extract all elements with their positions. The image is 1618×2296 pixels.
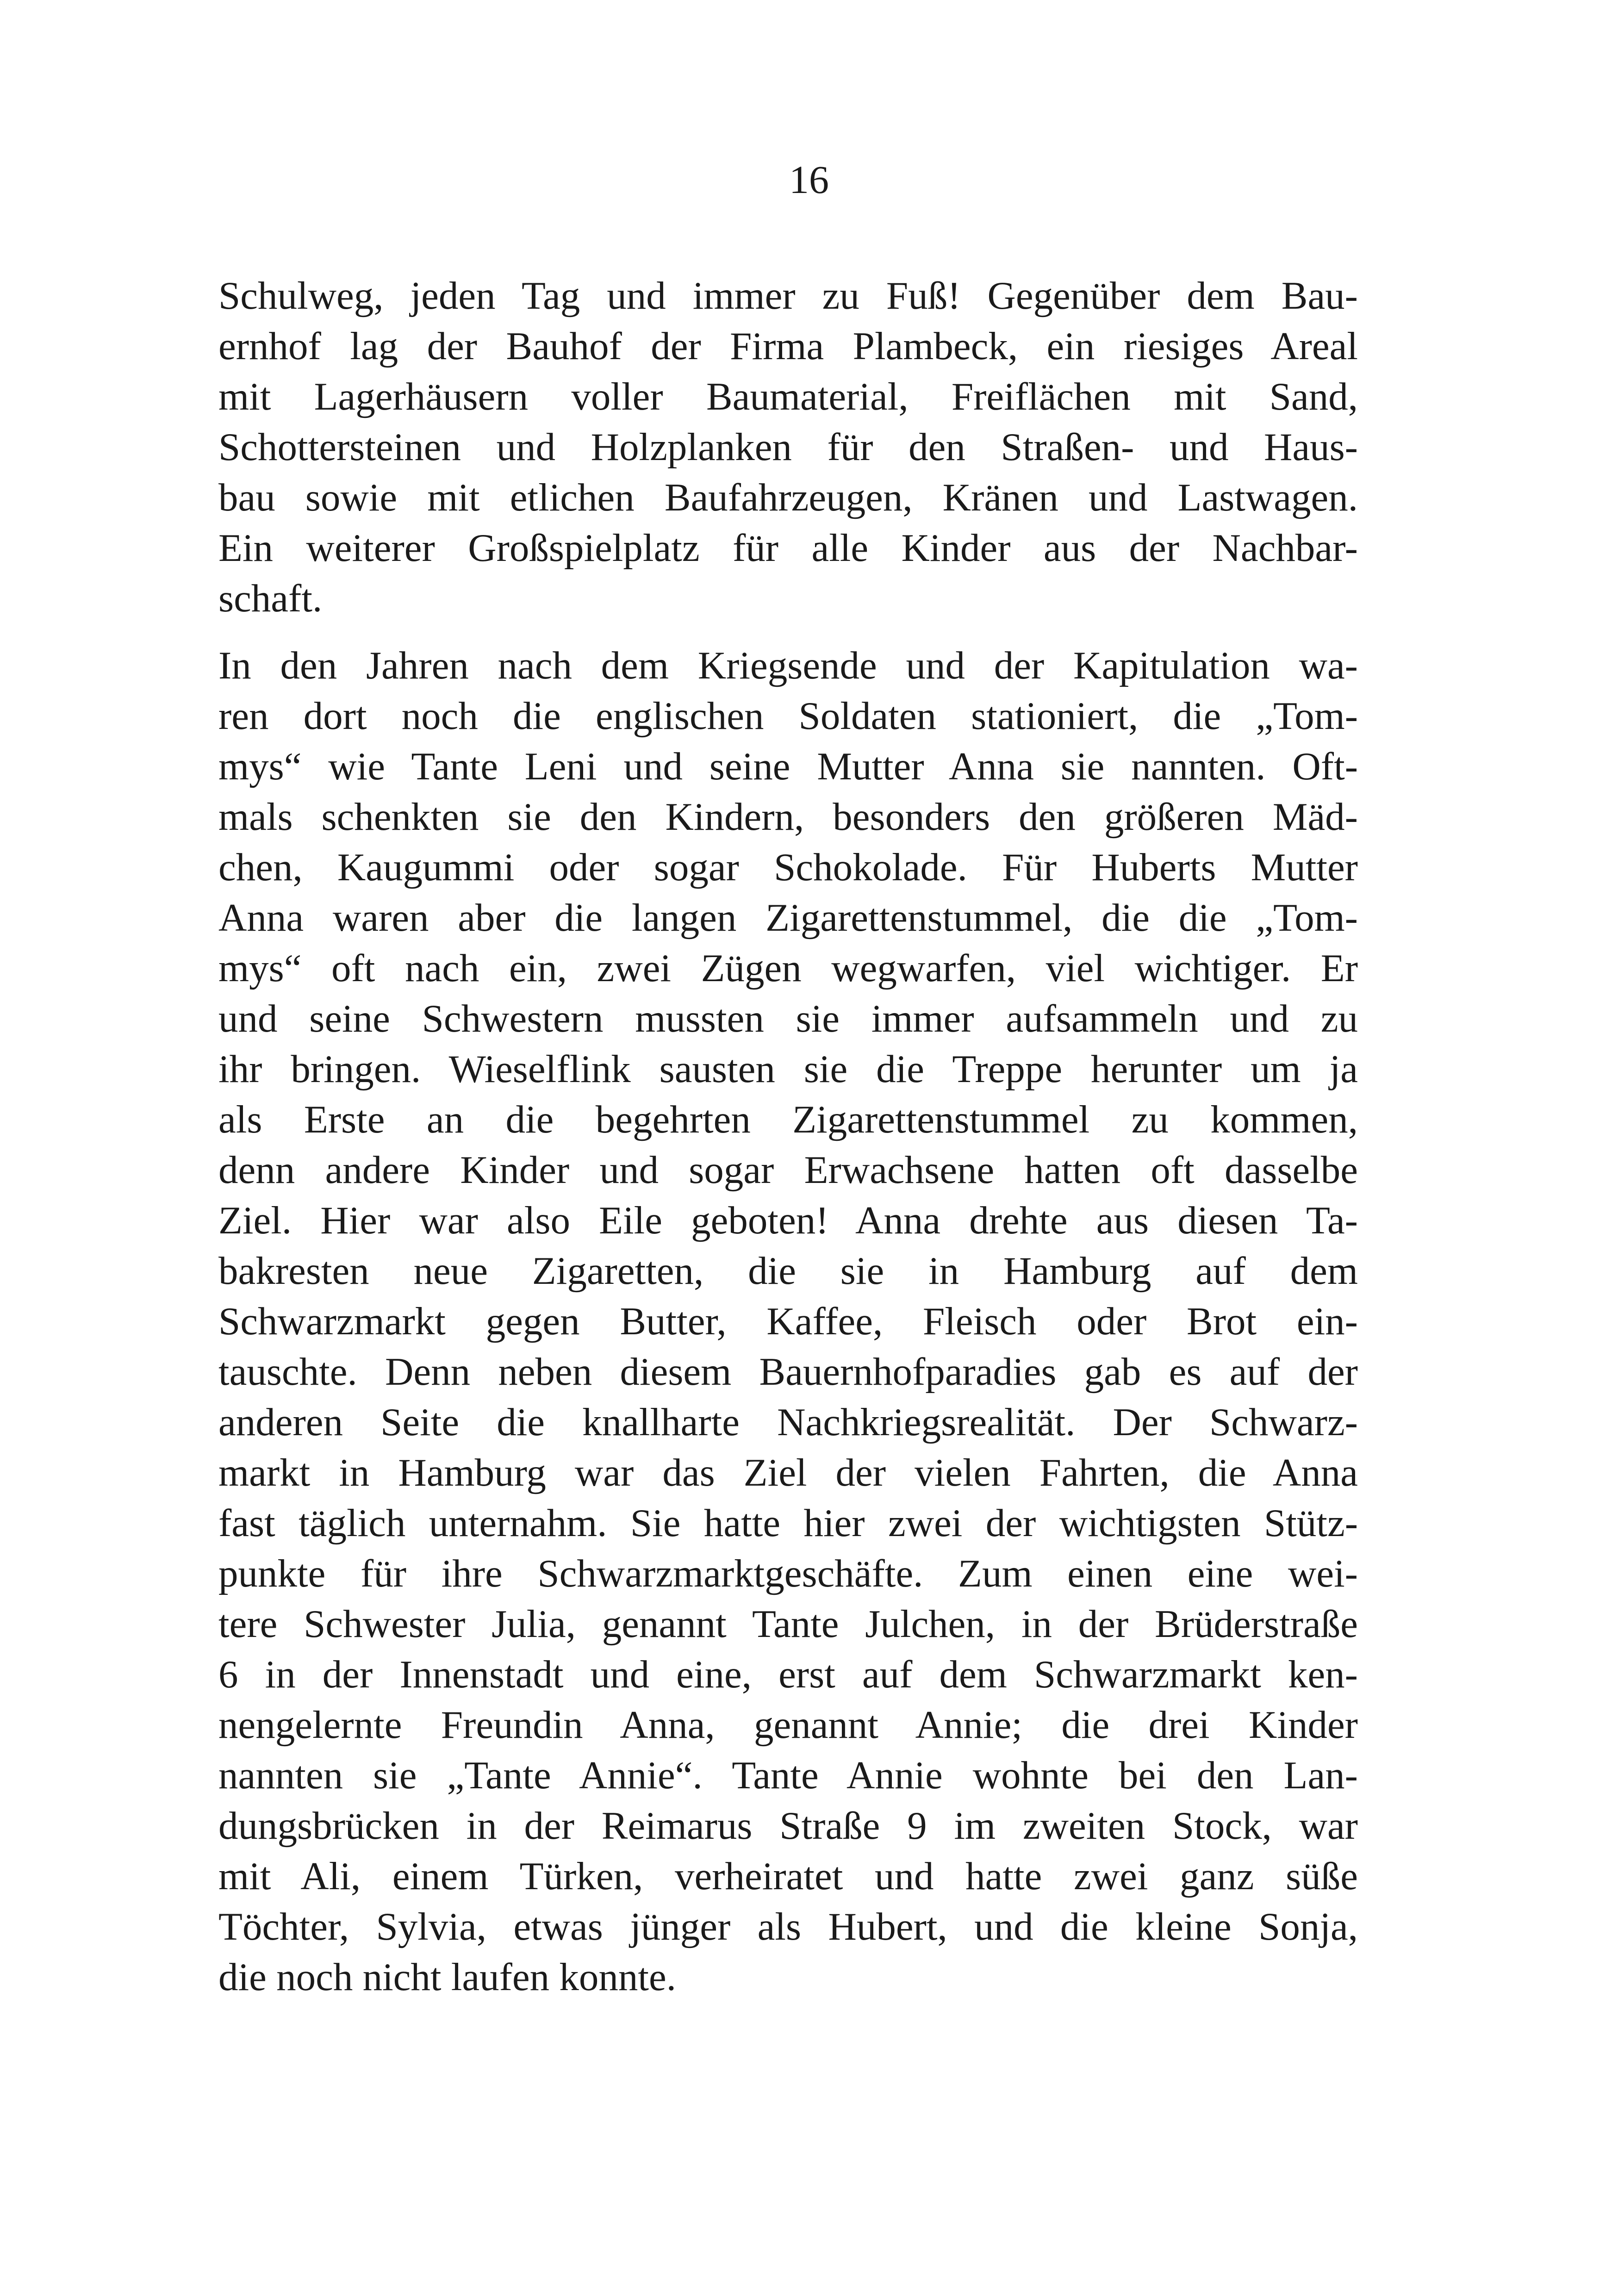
page-number: 16	[789, 157, 829, 202]
paragraph-2	[218, 641, 1358, 2003]
text-line: und seine Schwestern mussten sie immer aufsammeln und zu	[218, 997, 1358, 1040]
text-line: ihr bringen. Wieselflink sausten sie die Treppe herunter um ja	[218, 1047, 1358, 1091]
text-line: ren dort noch die englischen Soldaten stationiert, die „Tom-	[218, 694, 1358, 738]
text-line: mys“ oft nach ein, zwei Zügen wegwarfen, viel wichtiger. Er	[218, 946, 1358, 990]
text-line: In den Jahren nach dem Kriegsende und der Kapitulation wa-	[218, 644, 1358, 687]
text-line: dungsbrücken in der Reimarus Straße 9 im zweiten Stock, war	[218, 1804, 1358, 1848]
text-line: schaft.	[218, 577, 323, 620]
text-line: fast täglich unternahm. Sie hatte hier zwei der wichtigsten Stütz-	[218, 1501, 1358, 1545]
text-line: bakresten neue Zigaretten, die sie in Hamburg auf dem	[218, 1249, 1358, 1293]
text-line: mit Ali, einem Türken, verheiratet und hatte zwei ganz süße	[218, 1854, 1358, 1898]
text-line: nengelernte Freundin Anna, genannt Annie; die drei Kinder	[218, 1703, 1358, 1747]
text-line: Ein weiterer Großspielplatz für alle Kinder aus der Nachbar-	[218, 526, 1358, 570]
text-line: Schulweg, jeden Tag und immer zu Fuß! Gegenüber dem Bau-	[218, 274, 1358, 317]
text-line: Ziel. Hier war also Eile geboten! Anna drehte aus diesen Ta-	[218, 1199, 1358, 1242]
text-line: punkte für ihre Schwarzmarktgeschäfte. Zum einen eine wei-	[218, 1552, 1358, 1595]
paragraph-gap	[218, 624, 1358, 641]
text-line: chen, Kaugummi oder sogar Schokolade. Für Huberts Mutter	[218, 846, 1358, 889]
paragraph-1	[218, 271, 1358, 624]
text-line: 6 in der Innenstadt und eine, erst auf dem Schwarzmarkt ken-	[218, 1653, 1358, 1696]
text-line: anderen Seite die knallharte Nachkriegsrealität. Der Schwarz-	[218, 1400, 1358, 1444]
text-line: tere Schwester Julia, genannt Tante Julchen, in der Brüderstraße	[218, 1602, 1358, 1646]
text-line: markt in Hamburg war das Ziel der vielen Fahrten, die Anna	[218, 1451, 1358, 1494]
text-line: nannten sie „Tante Annie“. Tante Annie wohnte bei den Lan-	[218, 1754, 1358, 1797]
text-line: mys“ wie Tante Leni und seine Mutter Anna sie nannten. Oft-	[218, 745, 1358, 788]
text-line: denn andere Kinder und sogar Erwachsene hatten oft dasselbe	[218, 1148, 1358, 1192]
text-line: Töchter, Sylvia, etwas jünger als Hubert, und die kleine Sonja,	[218, 1905, 1358, 1948]
text-line: Schwarzmarkt gegen Butter, Kaffee, Fleisch oder Brot ein-	[218, 1300, 1358, 1343]
text-line: die noch nicht laufen konnte.	[218, 1955, 676, 1999]
text-line: mals schenkten sie den Kindern, besonders den größeren Mäd-	[218, 795, 1358, 839]
text-line: ernhof lag der Bauhof der Firma Plambeck, ein riesiges Areal	[218, 324, 1358, 368]
text-line: Anna waren aber die langen Zigarettenstummel, die die „Tom-	[218, 896, 1358, 940]
text-line: Schottersteinen und Holzplanken für den Straßen- und Haus-	[218, 425, 1358, 469]
text-line: tauschte. Denn neben diesem Bauernhofparadies gab es auf der	[218, 1350, 1358, 1394]
text-line: bau sowie mit etlichen Baufahrzeugen, Kränen und Lastwagen.	[218, 476, 1358, 519]
text-line: mit Lagerhäusern voller Baumaterial, Freiflächen mit Sand,	[218, 375, 1358, 418]
text-line: als Erste an die begehrten Zigarettenstummel zu kommen,	[218, 1098, 1358, 1141]
body-text	[218, 271, 1358, 2003]
